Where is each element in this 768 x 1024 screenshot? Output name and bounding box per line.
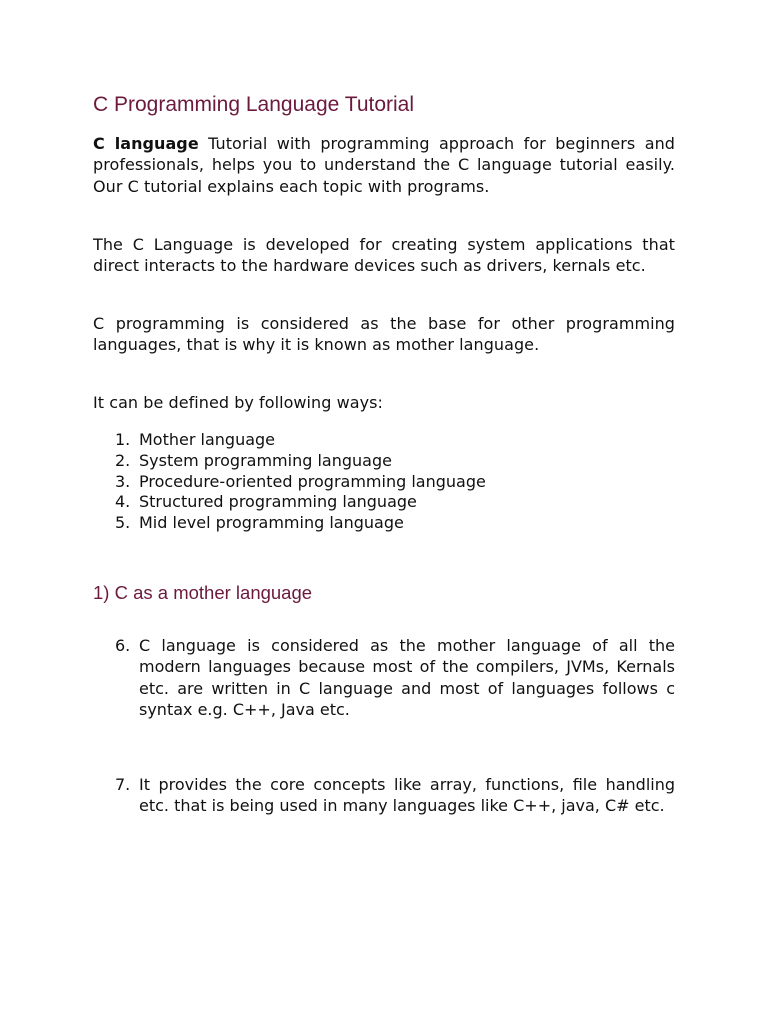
list-item-text: C language is considered as the mother language of all the modern languages because most of the compilers, JVMs, Kernals etc. are written in C language and most of languages follows c syntax e.g. C++, Java etc. [139, 636, 675, 719]
intro-bold-lead: C language [93, 134, 199, 153]
paragraph-defined-ways: It can be defined by following ways: [93, 393, 383, 412]
list-item [93, 513, 675, 534]
list-item-number: 7. [115, 775, 131, 794]
paragraph-system-applications: The C Language is developed for creating system applications that direct interacts to the hardware devices such as drivers, kernals etc. [93, 235, 675, 276]
list-item-text: Mother language [139, 430, 276, 449]
list-item [93, 635, 675, 720]
list-item [93, 430, 675, 451]
list-item-text: Procedure-oriented programming language [139, 471, 486, 491]
list-item-text: System programming language [139, 450, 392, 470]
list-item [93, 774, 675, 817]
list-item-text: Mid level programming language [139, 513, 404, 533]
list-item-number: 4. [115, 492, 131, 512]
mother-language-list-item-6 [93, 635, 675, 720]
list-item-text: It provides the core concepts like array, functions, file handling etc. that is being used in many languages like C++, java, C# etc. [139, 775, 675, 816]
list-item-text: Structured programming language [139, 492, 417, 512]
list-item [93, 451, 675, 472]
list-item-number: 2. [115, 450, 131, 470]
list-item-number: 5. [115, 513, 131, 533]
intro-paragraph [93, 133, 675, 197]
paragraph-base-language: C programming is considered as the base for other programming languages, that is why it is known as mother language. [93, 314, 675, 355]
section-heading-mother-language: 1) C as a mother language [93, 582, 313, 603]
ways-list [93, 430, 675, 534]
page-title: C Programming Language Tutorial [93, 93, 415, 116]
mother-language-list-item-7 [93, 774, 675, 817]
list-item-number: 1. [115, 430, 131, 449]
list-item-number: 6. [115, 636, 131, 655]
list-item [93, 492, 675, 513]
intro-text: Tutorial with programming approach for beginners and professionals, helps you to understand the C language tutorial easily. Our C tutorial explains each topic with programs. [93, 134, 675, 196]
list-item-number: 3. [115, 471, 131, 491]
list-item [93, 472, 675, 493]
